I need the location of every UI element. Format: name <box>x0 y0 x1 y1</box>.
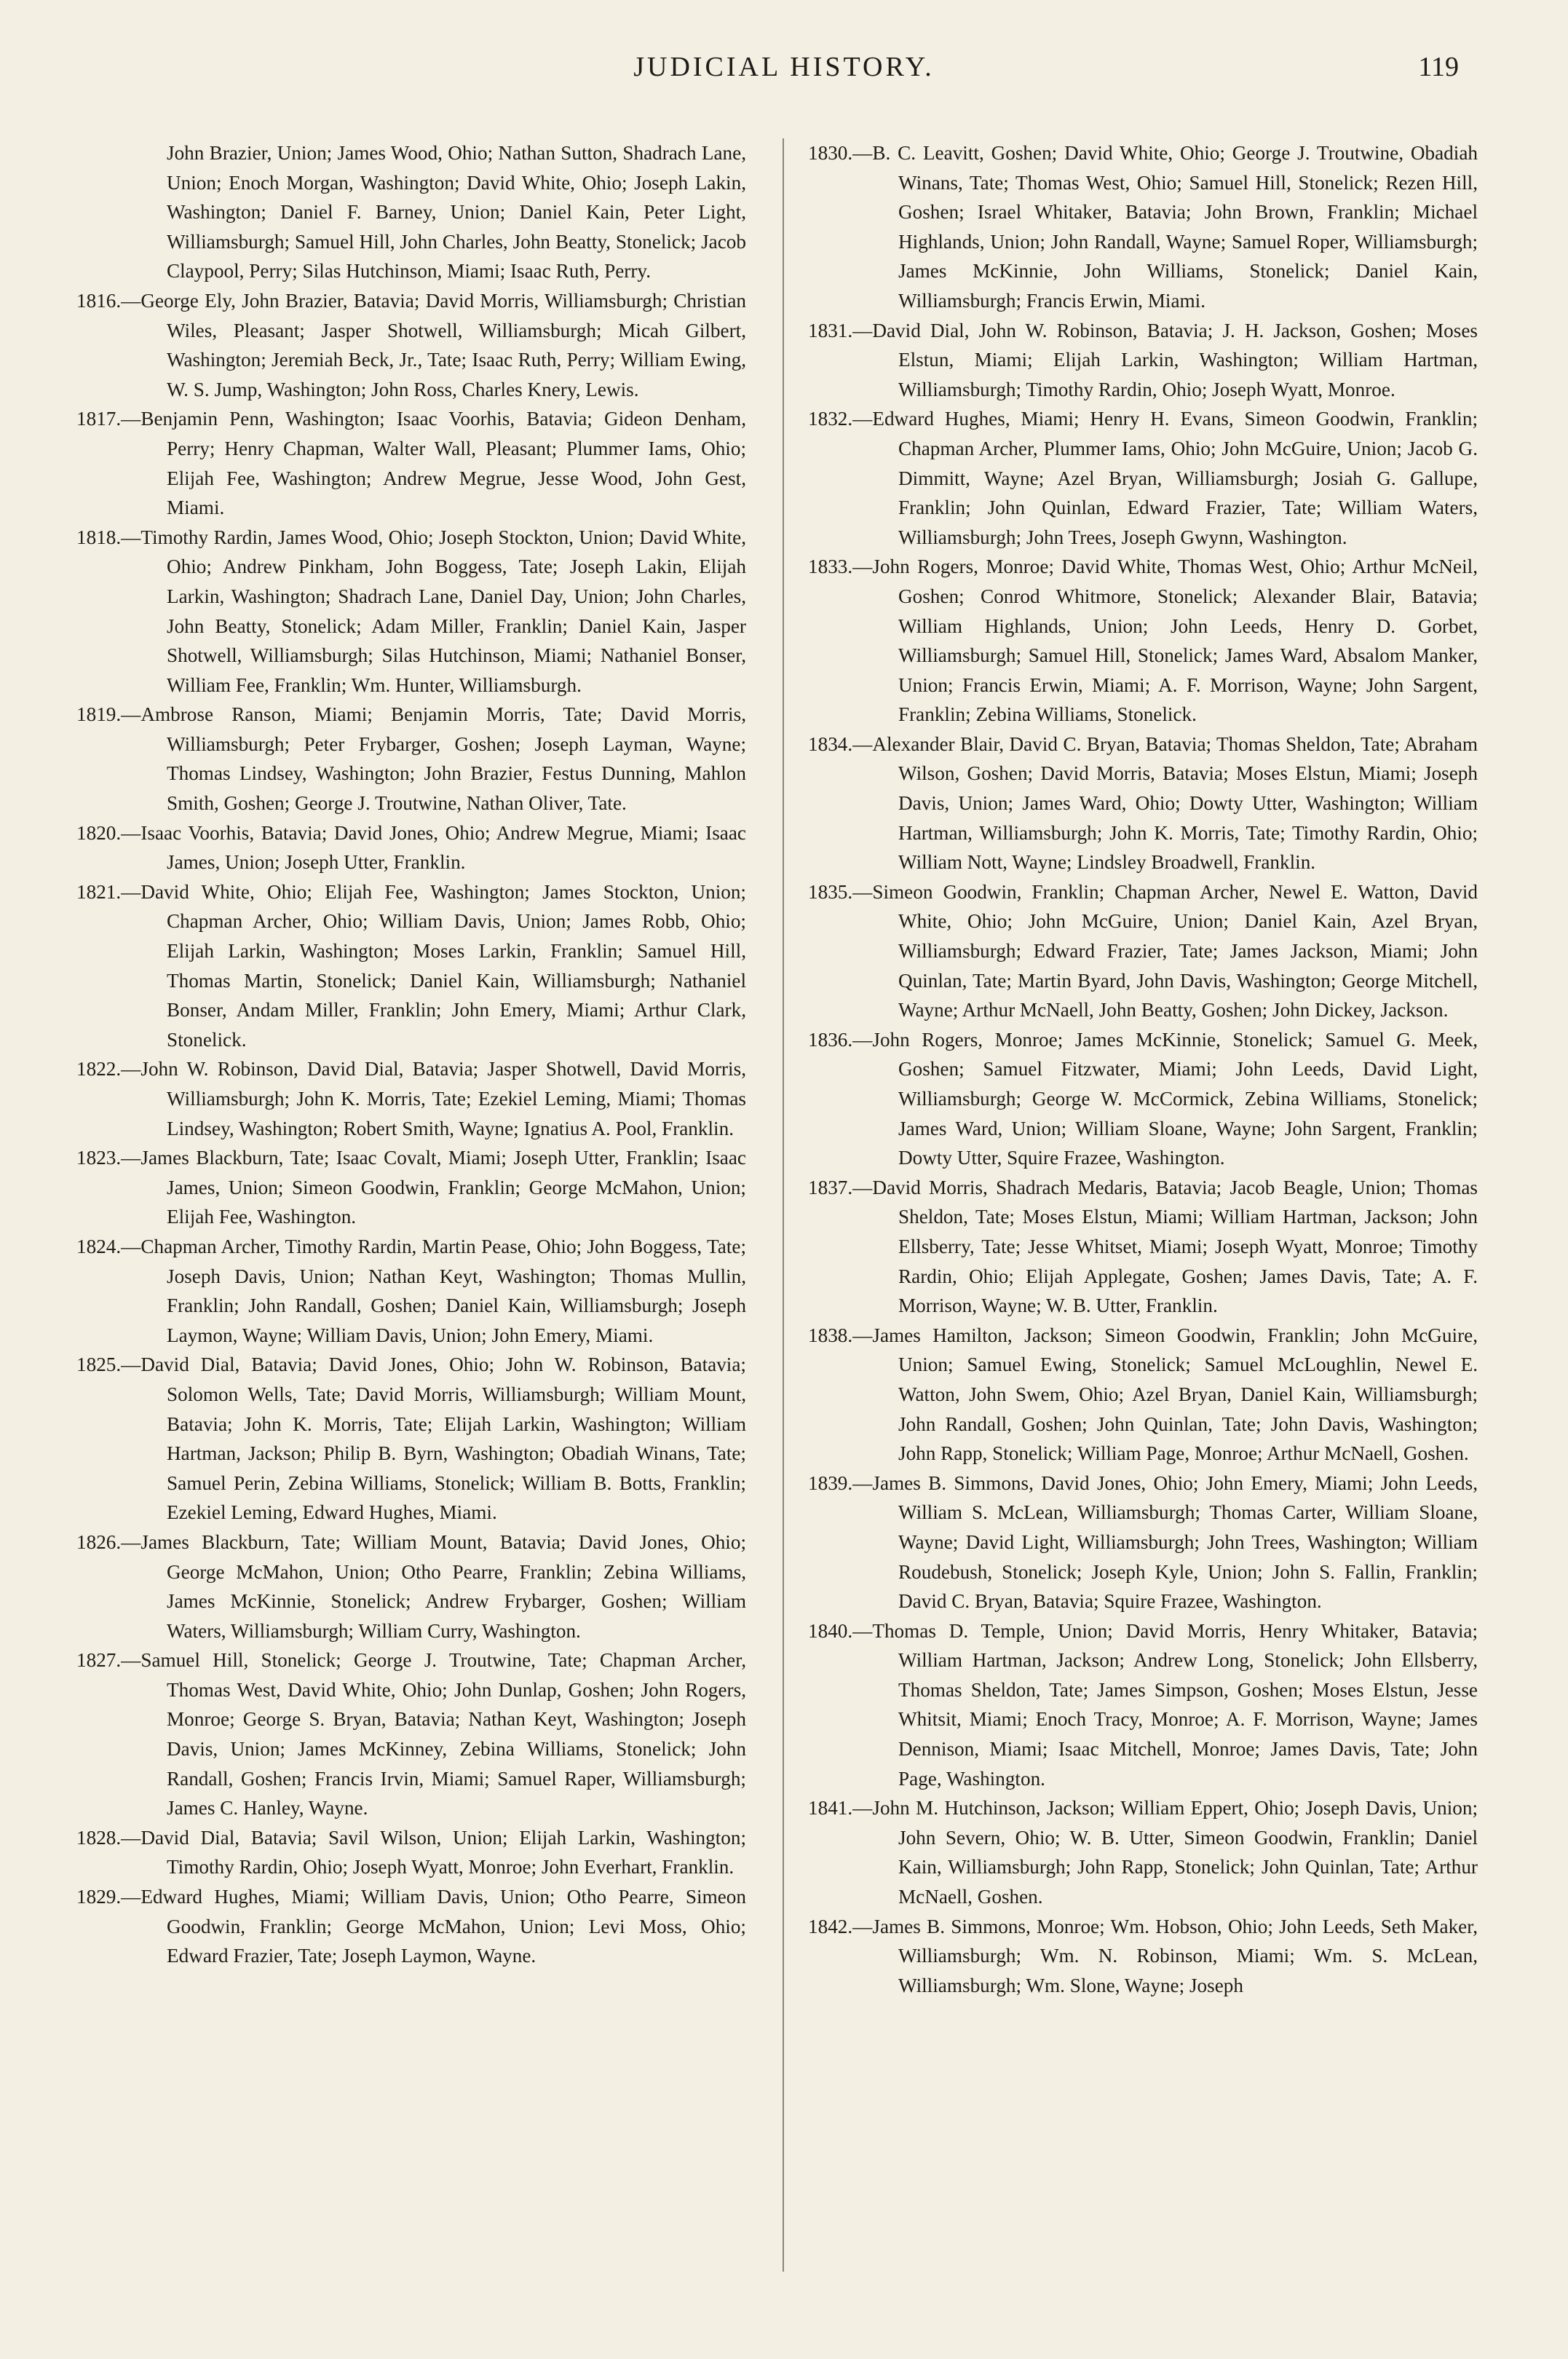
entry-names: —Edward Hughes, Miami; Henry H. Evans, Simeon Goodwin, Franklin; Chapman Archer, Plummer Iams, Ohio; John McGuire, Union; Jacob G. Dimmitt, Wayne; Azel Bryan, Williamsburgh; Josiah G. Gallupe, Franklin; John Quinlan, Edward Frazier, Tate; William Waters, Williamsburgh; John Trees, Joseph Gwynn, Washington. <box>852 408 1478 548</box>
entry-names: —Isaac Voorhis, Batavia; David Jones, Ohio; Andrew Megrue, Miami; Isaac James, Union; Joseph Utter, Franklin. <box>121 821 746 874</box>
juror-year-entry <box>76 1645 746 1823</box>
juror-year-entry <box>76 1054 746 1143</box>
juror-year-entry <box>808 1793 1478 1911</box>
entry-names: John Brazier, Union; James Wood, Ohio; Nathan Sutton, Shadrach Lane, Union; Enoch Morgan, Washington; David White, Ohio; Joseph Lakin, Washington; Daniel F. Barney, Union; Daniel Kain, Peter Light, Williamsburgh; Samuel Hill, John Charles, John Beatty, Stonelick; Jacob Claypool, Perry; Silas Hutchinson, Miami; Isaac Ruth, Perry. <box>167 142 746 282</box>
entry-names: —Simeon Goodwin, Franklin; Chapman Archer, Newel E. Watton, David White, Ohio; John McGuire, Union; Daniel Kain, Azel Bryan, Williamsburgh; Edward Frazier, Tate; James Jackson, Miami; John Quinlan, Tate; Martin Byard, John Davis, Washington; George Mitchell, Wayne; Arthur McNaell, John Beatty, Goshen; John Dickey, Jackson. <box>852 880 1478 1022</box>
juror-year-entry <box>76 877 746 1055</box>
juror-year-entry <box>76 1350 746 1528</box>
entry-year: 1829. <box>76 1886 122 1908</box>
juror-year-entry <box>76 1823 746 1882</box>
entry-year: 1820. <box>76 821 122 844</box>
entry-year: 1832. <box>808 408 853 430</box>
entry-year: 1842. <box>808 1915 853 1937</box>
juror-year-entry <box>76 1528 746 1645</box>
juror-year-entry <box>808 316 1478 405</box>
entry-year: 1818. <box>76 526 122 548</box>
entry-year: 1821. <box>76 880 122 903</box>
left-column <box>76 138 746 1971</box>
entry-year: 1825. <box>76 1354 122 1376</box>
entry-names: —James B. Simmons, Monroe; Wm. Hobson, Ohio; John Leeds, Seth Maker, Williamsburgh; Wm. N. Robinson, Miami; Wm. S. McLean, Williamsburgh; Wm. Slone, Wayne; Joseph <box>852 1915 1478 1996</box>
entry-names: —Chapman Archer, Timothy Rardin, Martin Pease, Ohio; John Boggess, Tate; Joseph Davis, Union; Nathan Keyt, Washington; Thomas Mullin, Franklin; John Randall, Goshen; Daniel Kain, Williamsburgh; Joseph Laymon, Wayne; William Davis, Union; John Emery, Miami. <box>121 1235 746 1346</box>
entry-names: —Ambrose Ranson, Miami; Benjamin Morris, Tate; David Morris, Williamsburgh; Peter Frybarger, Goshen; Joseph Layman, Wayne; Thomas Lindsey, Washington; John Brazier, Festus Dunning, Mahlon Smith, Goshen; George J. Troutwine, Nathan Oliver, Tate. <box>121 703 746 815</box>
juror-year-entry <box>808 138 1478 316</box>
entry-year: 1819. <box>76 703 122 726</box>
entry-names: —John W. Robinson, David Dial, Batavia; Jasper Shotwell, David Morris, Williamsburgh; John K. Morris, Tate; Ezekiel Leming, Miami; Thomas Lindsey, Washington; Robert Smith, Wayne; Ignatius A. Pool, Franklin. <box>121 1058 746 1139</box>
juror-year-entry <box>808 404 1478 552</box>
entry-names: —Timothy Rardin, James Wood, Ohio; Joseph Stockton, Union; David White, Ohio; Andrew Pinkham, John Boggess, Tate; Joseph Lakin, Elijah Larkin, Washington; Shadrach Lane, Daniel Day, Union; John Charles, John Beatty, Stonelick; Adam Miller, Franklin; Daniel Kain, Jasper Shotwell, Williamsburgh; Silas Hutchinson, Miami; Nathaniel Bonser, William Fee, Franklin; Wm. Hunter, Williamsburgh. <box>121 526 746 696</box>
entry-year: 1840. <box>808 1619 853 1642</box>
entry-names: —Samuel Hill, Stonelick; George J. Troutwine, Tate; Chapman Archer, Thomas West, David White, Ohio; John Dunlap, Goshen; John Rogers, Monroe; George S. Bryan, Batavia; Nathan Keyt, Washington; Joseph Davis, Union; James McKinney, Zebina Williams, Stonelick; John Randall, Goshen; Francis Irvin, Miami; Samuel Raper, Williamsburgh; James C. Hanley, Wayne. <box>121 1649 746 1819</box>
entry-year: 1834. <box>808 732 853 755</box>
juror-year-entry <box>76 700 746 818</box>
entry-names: —David White, Ohio; Elijah Fee, Washington; James Stockton, Union; Chapman Archer, Ohio; William Davis, Union; James Robb, Ohio; Elijah Larkin, Washington; Moses Larkin, Franklin; Samuel Hill, Thomas Martin, Stonelick; Daniel Kain, Williamsburgh; Nathaniel Bonser, Andam Miller, Franklin; John Emery, Miami; Arthur Clark, Stonelick. <box>121 880 746 1051</box>
entry-names: —Benjamin Penn, Washington; Isaac Voorhis, Batavia; Gideon Denham, Perry; Henry Chapman, Walter Wall, Pleasant; Plummer Iams, Ohio; Elijah Fee, Washington; Andrew Megrue, Jesse Wood, John Gest, Miami. <box>121 408 746 519</box>
entry-names: —Alexander Blair, David C. Bryan, Batavia; Thomas Sheldon, Tate; Abraham Wilson, Goshen; David Morris, Batavia; Moses Elstun, Miami; Joseph Davis, Union; James Ward, Ohio; Dowty Utter, Washington; William Hartman, Williamsburgh; John K. Morris, Tate; Timothy Rardin, Ohio; William Nott, Wayne; Lindsley Broadwell, Franklin. <box>852 732 1478 874</box>
entry-names: —John Rogers, Monroe; James McKinnie, Stonelick; Samuel G. Meek, Goshen; Samuel Fitzwater, Miami; John Leeds, David Light, Williamsburgh; George W. McCormick, Zebina Williams, Stonelick; James Ward, Union; William Sloane, Wayne; John Sargent, Franklin; Dowty Utter, Squire Frazee, Washington. <box>852 1028 1478 1169</box>
juror-year-entry <box>76 1232 746 1350</box>
entry-names: —George Ely, John Brazier, Batavia; David Morris, Williamsburgh; Christian Wiles, Pleasant; Jasper Shotwell, Williamsburgh; Micah Gilbert, Washington; Jeremiah Beck, Jr., Tate; Isaac Ruth, Perry; William Ewing, W. S. Jump, Washington; John Ross, Charles Knery, Lewis. <box>121 289 746 400</box>
juror-year-entry <box>808 1616 1478 1794</box>
entry-year: 1839. <box>808 1471 853 1494</box>
juror-year-entry <box>76 404 746 522</box>
entry-names: —Thomas D. Temple, Union; David Morris, Henry Whitaker, Batavia; William Hartman, Jackson; Andrew Long, Stonelick; John Ellsberry, Thomas Sheldon, Tate; James Simpson, Goshen; Moses Elstun, Jesse Whitsit, Miami; Enoch Tracy, Monroe; A. F. Morrison, Wayne; James Dennison, Miami; Isaac Mitchell, Monroe; James Davis, Tate; John Page, Washington. <box>852 1619 1478 1790</box>
entry-year: 1823. <box>76 1147 122 1169</box>
entry-names: —David Dial, Batavia; Savil Wilson, Union; Elijah Larkin, Washington; Timothy Rardin, Ohio; Joseph Wyatt, Monroe; John Everhart, Franklin. <box>121 1826 746 1878</box>
entry-year: 1835. <box>808 880 853 903</box>
entry-names: —John Rogers, Monroe; David White, Thomas West, Ohio; Arthur McNeil, Goshen; Conrod Whitmore, Stonelick; Alexander Blair, Batavia; William Highlands, Union; John Leeds, Henry D. Gorbet, Williamsburgh; Samuel Hill, Stonelick; James Ward, Absalom Manker, Union; Francis Erwin, Miami; A. F. Morrison, Wayne; John Sargent, Franklin; Zebina Williams, Stonelick. <box>852 556 1478 726</box>
juror-year-entry <box>808 1025 1478 1173</box>
entry-names: —Edward Hughes, Miami; William Davis, Union; Otho Pearre, Simeon Goodwin, Franklin; George McMahon, Union; Levi Moss, Ohio; Edward Frazier, Tate; Joseph Laymon, Wayne. <box>121 1886 746 1967</box>
entry-year: 1826. <box>76 1530 122 1553</box>
entry-names: —John M. Hutchinson, Jackson; William Eppert, Ohio; Joseph Davis, Union; John Severn, Ohio; W. B. Utter, Simeon Goodwin, Franklin; Daniel Kain, Williamsburgh; John Rapp, Stonelick; John Quinlan, Tate; Arthur McNaell, Goshen. <box>852 1797 1478 1908</box>
entry-year: 1824. <box>76 1235 122 1257</box>
juror-year-entry <box>808 1321 1478 1469</box>
entry-year: 1827. <box>76 1649 122 1672</box>
entry-names: —David Morris, Shadrach Medaris, Batavia; Jacob Beagle, Union; Thomas Sheldon, Tate; Moses Elstun, Miami; William Hartman, Jackson; John Ellsberry, Tate; Jesse Whitset, Miami; Joseph Wyatt, Monroe; Timothy Rardin, Ohio; Elijah Applegate, Goshen; James Davis, Tate; A. F. Morrison, Wayne; W. B. Utter, Franklin. <box>852 1176 1478 1317</box>
entry-names: —James Blackburn, Tate; Isaac Covalt, Miami; Joseph Utter, Franklin; Isaac James, Union; Simeon Goodwin, Franklin; George McMahon, Union; Elijah Fee, Washington. <box>121 1147 746 1228</box>
entry-names: —David Dial, John W. Robinson, Batavia; J. H. Jackson, Goshen; Moses Elstun, Miami; Elijah Larkin, Washington; William Hartman, Williamsburgh; Timothy Rardin, Ohio; Joseph Wyatt, Monroe. <box>852 319 1478 400</box>
entry-year: 1831. <box>808 319 853 341</box>
entry-names: —James Hamilton, Jackson; Simeon Goodwin, Franklin; John McGuire, Union; Samuel Ewing, Stonelick; Samuel McLoughlin, Newel E. Watton, John Swem, Ohio; Azel Bryan, Daniel Kain, Williamsburgh; John Randall, Goshen; John Quinlan, Tate; John Davis, Washington; John Rapp, Stonelick; William Page, Monroe; Arthur McNaell, Goshen. <box>852 1324 1478 1465</box>
right-column <box>808 138 1478 2000</box>
juror-year-entry <box>76 818 746 877</box>
entry-year: 1828. <box>76 1826 122 1849</box>
entry-names: —James Blackburn, Tate; William Mount, Batavia; David Jones, Ohio; George McMahon, Union; Otho Pearre, Franklin; Zebina Williams, James McKinnie, Stonelick; Andrew Frybarger, Goshen; William Waters, Williamsburgh; William Curry, Washington. <box>121 1530 746 1642</box>
running-title: JUDICIAL HISTORY. <box>633 52 935 82</box>
entry-names: —James B. Simmons, David Jones, Ohio; John Emery, Miami; John Leeds, William S. McLean, Williamsburgh; Thomas Carter, William Sloane, Wayne; David Light, Williamsburgh; John Trees, Washington; William Roudebush, Stonelick; Joseph Kyle, Union; John S. Fallin, Franklin; David C. Bryan, Batavia; Squire Frazee, Washington. <box>852 1471 1478 1613</box>
entry-year: 1837. <box>808 1176 853 1198</box>
entry-year: 1822. <box>76 1058 122 1080</box>
juror-year-entry <box>808 1469 1478 1616</box>
juror-year-entry <box>76 138 746 286</box>
entry-year: 1830. <box>808 142 853 164</box>
juror-year-entry <box>76 1143 746 1232</box>
juror-year-entry <box>808 1912 1478 2001</box>
juror-year-entry <box>808 552 1478 730</box>
page-header <box>80 51 1488 95</box>
juror-year-entry <box>76 286 746 404</box>
juror-year-entry <box>808 730 1478 877</box>
column-divider <box>783 138 784 2272</box>
juror-year-entry <box>76 523 746 700</box>
entry-year: 1816. <box>76 289 122 312</box>
juror-year-entry <box>808 877 1478 1025</box>
entry-names: —B. C. Leavitt, Goshen; David White, Ohio; George J. Troutwine, Obadiah Winans, Tate; Thomas West, Ohio; Samuel Hill, Stonelick; Rezen Hill, Goshen; Israel Whitaker, Batavia; John Brown, Franklin; Michael Highlands, Union; John Randall, Wayne; Samuel Roper, Williamsburgh; James McKinnie, John Williams, Stonelick; Daniel Kain, Williamsburgh; Francis Erwin, Miami. <box>852 142 1478 312</box>
entry-year: 1836. <box>808 1028 853 1051</box>
juror-year-entry <box>808 1173 1478 1321</box>
entry-names: —David Dial, Batavia; David Jones, Ohio; John W. Robinson, Batavia; Solomon Wells, Tate; David Morris, Williamsburgh; William Mount, Batavia; John K. Morris, Tate; Elijah Larkin, Washington; William Hartman, Jackson; Philip B. Byrn, Washington; Obadiah Winans, Tate; Samuel Perin, Zebina Williams, Stonelick; William B. Botts, Franklin; Ezekiel Leming, Edward Hughes, Miami. <box>121 1354 746 1524</box>
page-number: 119 <box>1418 52 1459 82</box>
entry-year: 1841. <box>808 1797 853 1819</box>
juror-year-entry <box>76 1882 746 1971</box>
entry-year: 1838. <box>808 1324 853 1346</box>
entry-year: 1833. <box>808 556 853 578</box>
entry-year: 1817. <box>76 408 122 430</box>
